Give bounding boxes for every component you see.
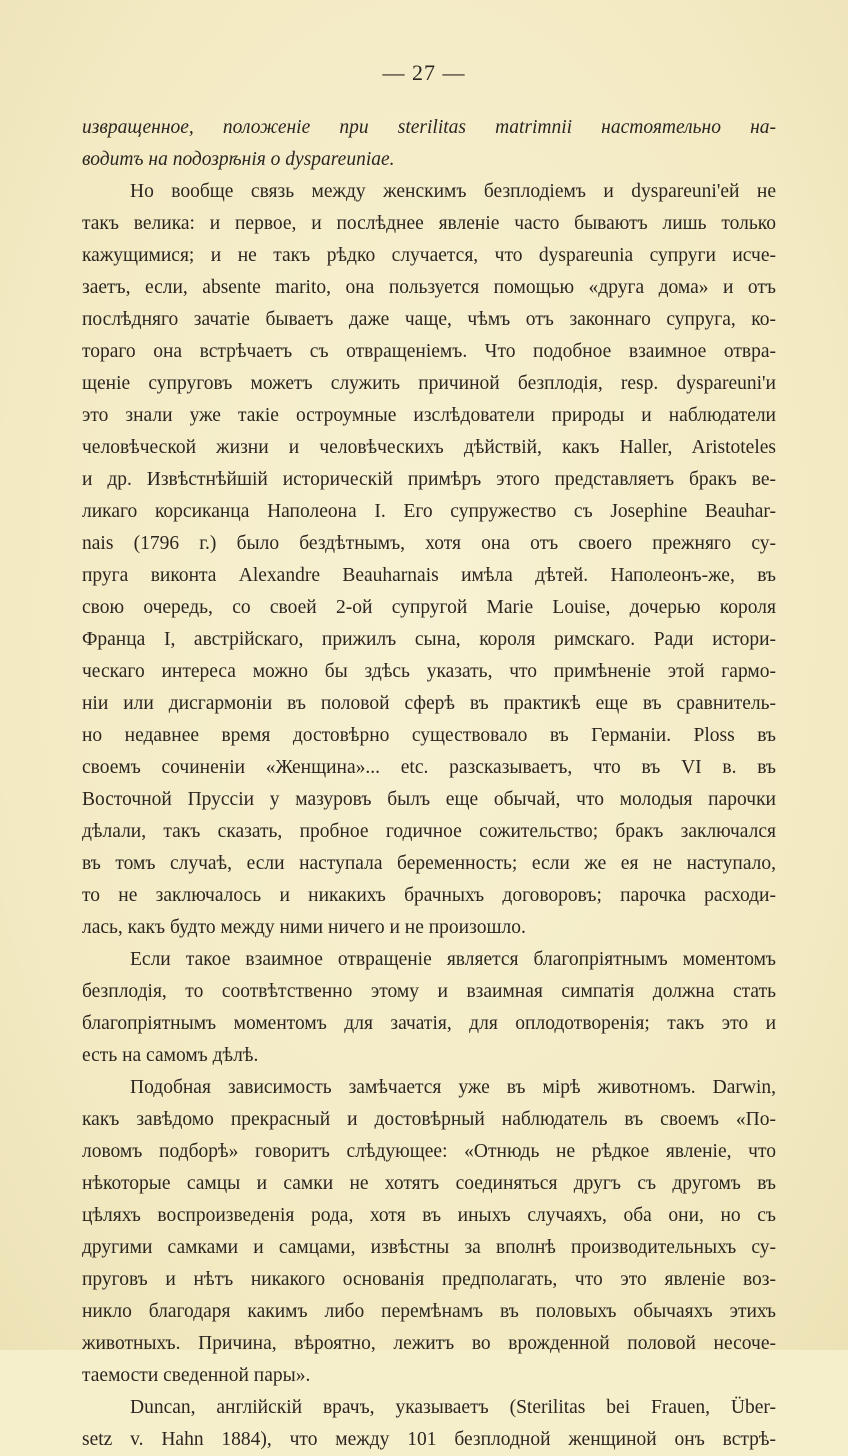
text-line: ческаго интереса можно бы здѣсь указать, что примѣненіе этой гармо-	[82, 661, 776, 682]
text-line: человѣческой жизни и человѣческихъ дѣйствій, какъ Haller, Aristoteles	[82, 437, 776, 458]
text-line: такъ велика: и первое, и послѣднее явленіе часто бываютъ лишь только	[82, 213, 776, 234]
page-number: — 27 —	[382, 60, 466, 85]
text-line: Восточной Пруссіи у мазуровъ былъ еще обычай, что молодыя парочки	[82, 789, 776, 810]
text-line: въ томъ случаѣ, если наступала беременность; если же ея не наступало,	[82, 853, 776, 874]
text-line: пруга виконта Alexandre Beauharnais имѣла дѣтей. Наполеонъ-же, въ	[82, 565, 776, 586]
text-line: Подобная зависимость замѣчается уже въ мірѣ животномъ. Darwin,	[130, 1077, 776, 1098]
text-line: другими самками и самцами, извѣстны за вполнѣ производительныхъ су-	[82, 1237, 776, 1258]
text-line: свою очередь, со своей 2-ой супругой Marie Louise, дочерью короля	[82, 597, 776, 618]
text-line: извращенное, положеніе при sterilitas matrimnii настоятельно на-	[82, 117, 776, 138]
text-line: nais (1796 г.) было бездѣтнымъ, хотя она отъ своего прежняго су-	[82, 533, 776, 554]
text-line: дѣлали, такъ сказать, пробное годичное сожительство; бракъ заключался	[82, 821, 776, 842]
text-line: своемъ сочиненіи «Женщина»... etc. разсказываетъ, что въ VI в. въ	[82, 757, 776, 778]
text-line: послѣдняго зачатіе бываетъ даже чаще, чѣмъ отъ законнаго супруга, ко-	[82, 309, 776, 330]
text-line: животныхъ. Причина, вѣроятно, лежитъ во врожденной половой несоче-	[82, 1333, 776, 1354]
text-line: и др. Извѣстнѣйшій историческій примѣръ этого представляетъ бракъ ве-	[82, 469, 776, 490]
text-line: Duncan, англійскій врачъ, указываетъ (Sterilitas bei Frauen, Über-	[130, 1397, 776, 1418]
text-line: Но вообще связь между женскимъ безплодіемъ и dyspareuni'ей не	[130, 181, 776, 202]
text-line: это знали уже такіе остроумные изслѣдователи природы и наблюдатели	[82, 405, 776, 426]
text-line: есть на самомъ дѣлѣ.	[82, 1045, 259, 1066]
text-line: щеніе супруговъ можетъ служить причиной безплодія, resp. dyspareuni'и	[82, 373, 776, 394]
text-line: какъ завѣдомо прекрасный и достовѣрный наблюдатель въ своемъ «По-	[82, 1109, 776, 1130]
text-line: ликаго корсиканца Наполеона I. Его супружество съ Josephine Beauhar-	[82, 501, 776, 522]
text-line: тораго она встрѣчаетъ съ отвращеніемъ. Что подобное взаимное отвра-	[82, 341, 776, 362]
body-text	[82, 112, 776, 1456]
text-line: заетъ, если, absente marito, она пользуется помощью «друга дома» и отъ	[82, 277, 776, 298]
text-line: Если такое взаимное отвращеніе является благопріятнымъ моментомъ	[130, 949, 776, 970]
text-line: благопріятнымъ моментомъ для зачатія, для оплодотворенія; такъ это и	[82, 1013, 776, 1034]
text-line: цѣляхъ воспроизведенія рода, хотя въ иныхъ случаяхъ, оба они, но съ	[82, 1205, 776, 1226]
text-line: то не заключалось и никакихъ брачныхъ договоровъ; парочка расходи-	[82, 885, 776, 906]
text-line: ніи или дисгармоніи въ половой сферѣ въ практикѣ еще въ сравнитель-	[82, 693, 776, 714]
text-line: пруговъ и нѣтъ никакого основанія предполагать, что это явленіе воз-	[82, 1269, 776, 1290]
text-line: безплодія, то соотвѣтственно этому и взаимная симпатія должна стать	[82, 981, 776, 1002]
text-line: никло благодаря какимъ либо перемѣнамъ въ половыхъ обычаяхъ этихъ	[82, 1301, 776, 1322]
text-line: setz v. Hahn 1884), что между 101 безплодной женщиной онъ встрѣ-	[82, 1429, 776, 1450]
text-line: но недавнее время достовѣрно существовало въ Германіи. Ploss въ	[82, 725, 776, 746]
text-line: таемости сведенной пары».	[82, 1365, 311, 1386]
text-line: ловомъ подборѣ» говоритъ слѣдующее: «Отнюдь не рѣдкое явленіе, что	[82, 1141, 776, 1162]
text-line: нѣкоторые самцы и самки не хотятъ соединяться другъ съ другомъ въ	[82, 1173, 776, 1194]
text-line: Франца I, австрійскаго, прижилъ сына, короля римскаго. Ради истори-	[82, 629, 776, 650]
text-line: водитъ на подозрѣнія о dyspareuniae.	[82, 149, 395, 170]
text-line: кажущимися; и не такъ рѣдко случается, что dyspareunia супруги исче-	[82, 245, 776, 266]
text-line: лась, какъ будто между ними ничего и не произошло.	[82, 917, 526, 938]
